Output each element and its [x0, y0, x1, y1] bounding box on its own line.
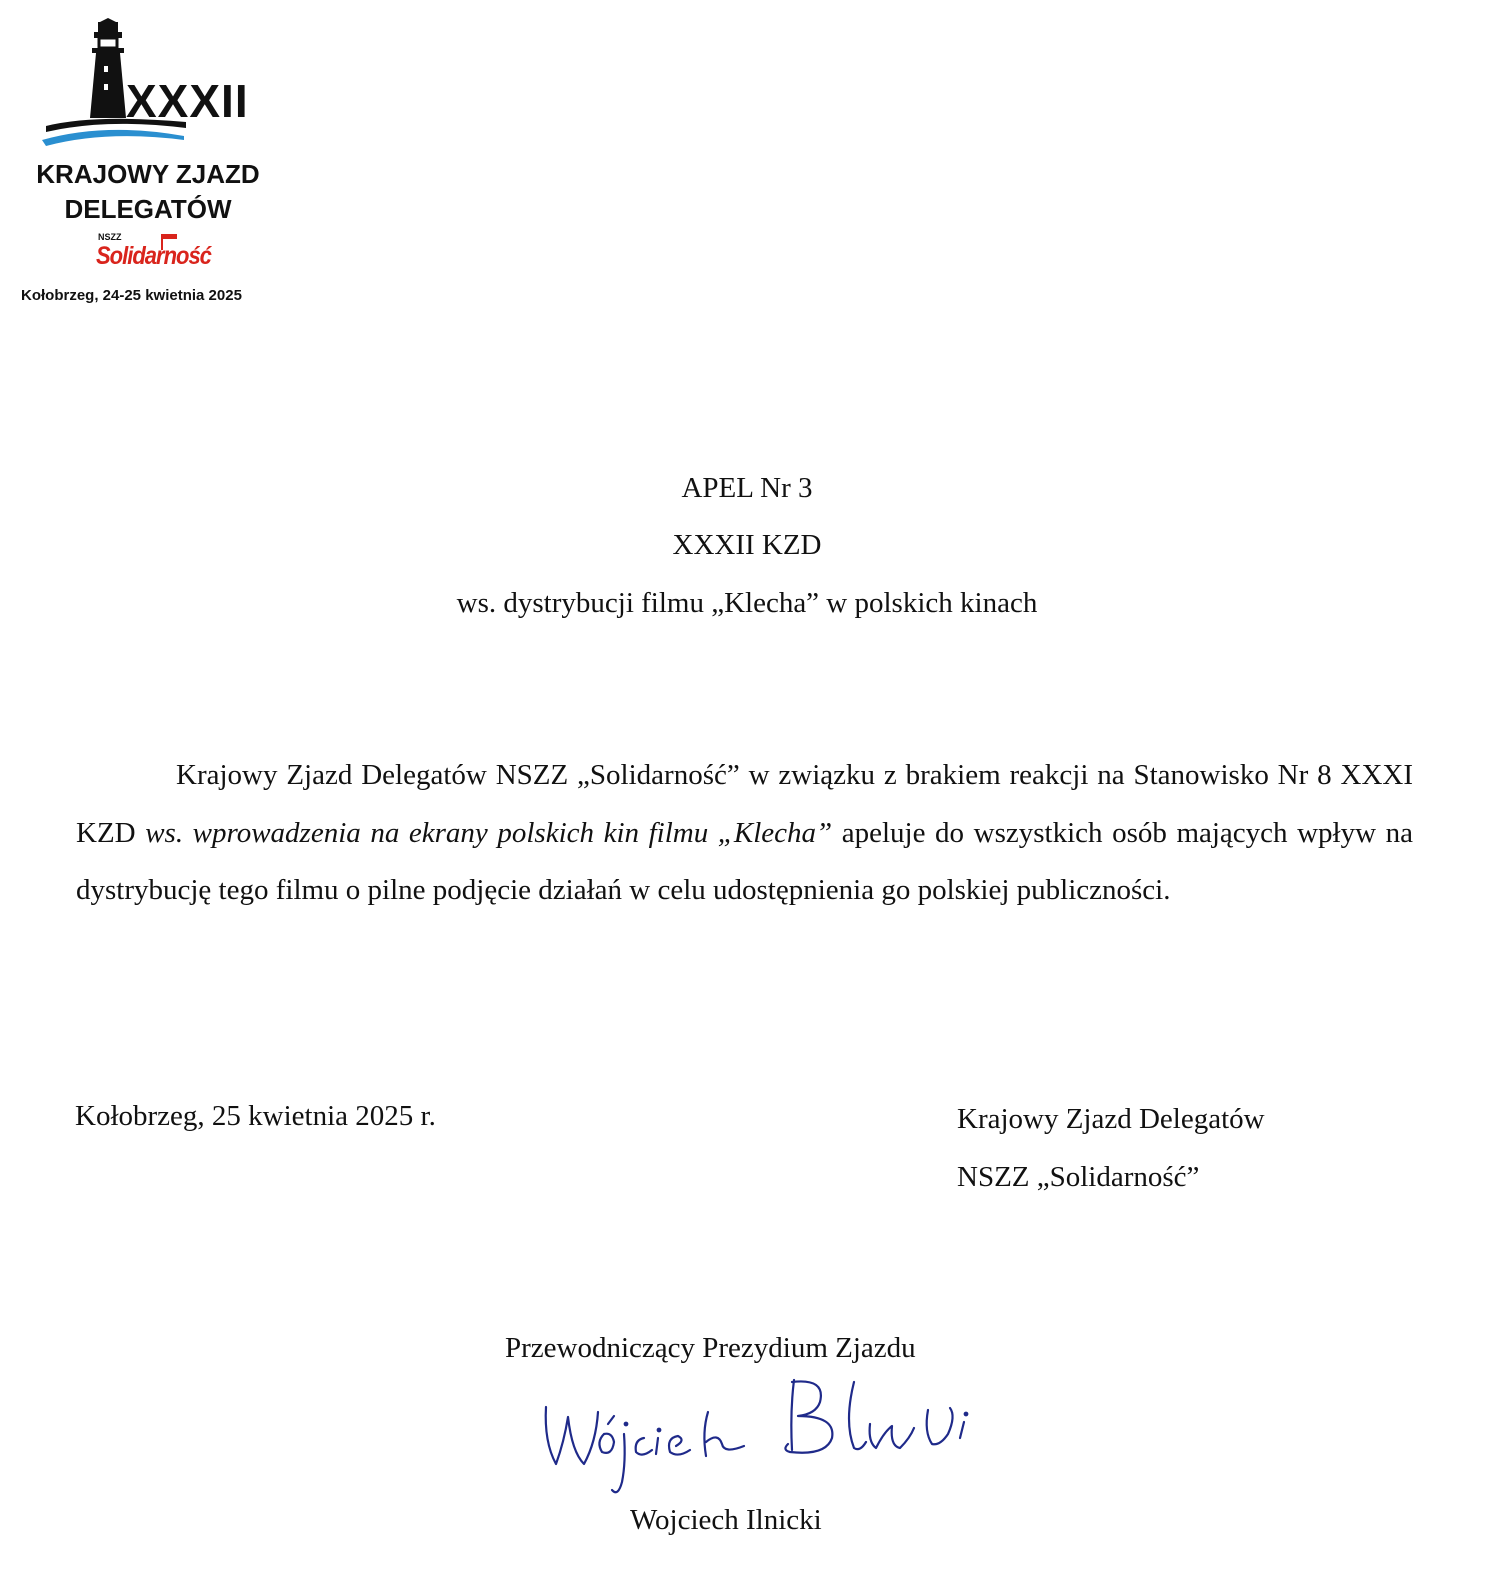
logo-title-line2: DELEGATÓW: [64, 194, 232, 224]
logo-nszz-label: NSZZ: [98, 232, 122, 242]
chair-name: Wojciech Ilnicki: [630, 1504, 822, 1536]
body-part-3: apeluje do wszystkich osób mających wpływ na dystrybucję tego filmu o pilne podjęcie działań w celu udostępnienia go polskiej publiczności.: [76, 816, 1413, 906]
appeal-subject: ws. dystrybucji filmu „Klecha” w polskich kinach: [456, 587, 1038, 619]
issuer-line2: NSZZ „Solidarność”: [957, 1161, 1200, 1193]
place-date: Kołobrzeg, 25 kwietnia 2025 r.: [75, 1100, 436, 1132]
flag-icon: [160, 232, 180, 250]
logo-place-date: Kołobrzeg, 24-25 kwietnia 2025: [21, 287, 242, 304]
handwritten-signature: [536, 1372, 976, 1512]
solidarnosc-logo: Solidarność: [96, 241, 211, 270]
logo-title-line1: KRAJOWY ZJAZD: [36, 159, 260, 189]
congress-logo: [0, 0, 300, 320]
body-part-1: Krajowy Zjazd Delegatów NSZZ „Solidarność” w związku z brakiem reakcji na Stanowisko Nr 8 XXXI KZD: [76, 759, 1413, 849]
issuer-line1: Krajowy Zjazd Delegatów: [957, 1103, 1265, 1135]
appeal-body: [76, 747, 1413, 920]
congress-name: XXXII KZD: [672, 529, 822, 561]
body-part-italic: ws. wprowadzenia na ekrany polskich kin filmu „Klecha”: [145, 816, 833, 849]
chair-title: Przewodniczący Prezydium Zjazdu: [505, 1332, 916, 1364]
appeal-number: APEL Nr 3: [681, 472, 813, 504]
congress-number: XXXII: [126, 75, 249, 127]
